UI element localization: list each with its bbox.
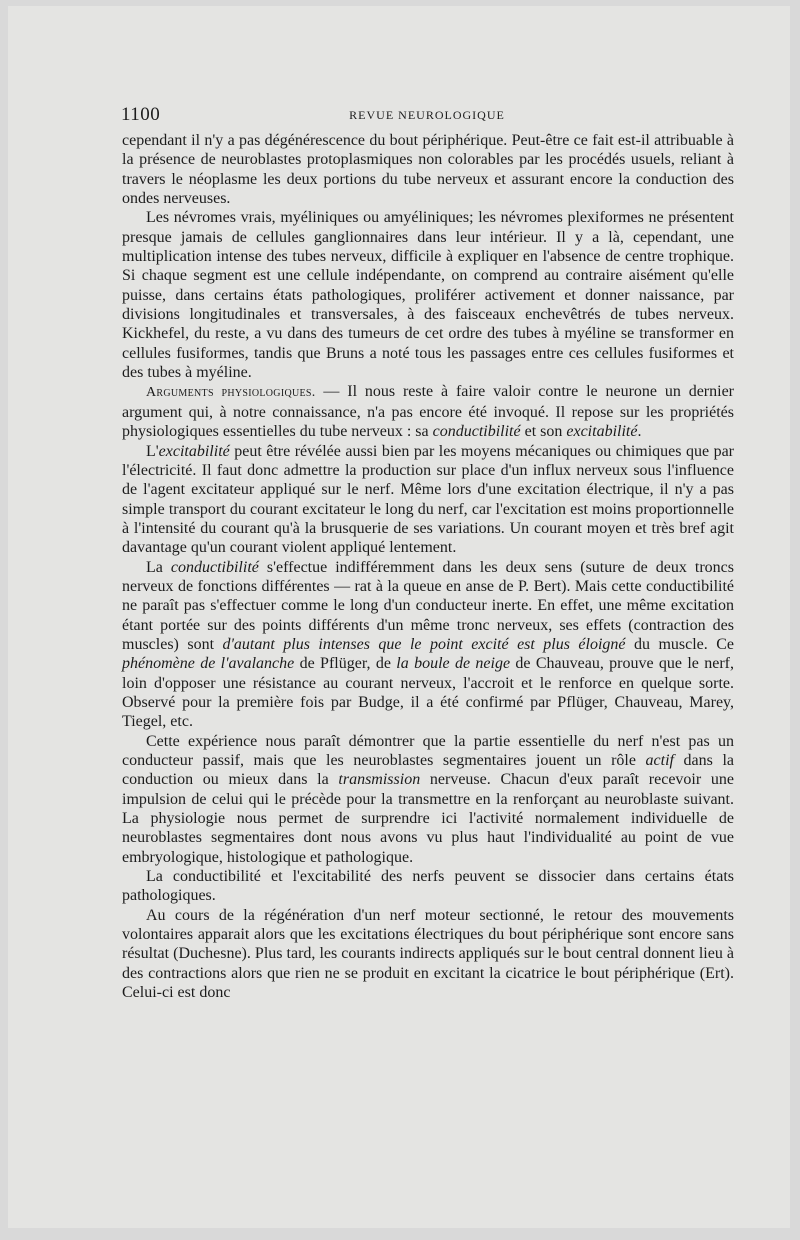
text-run: L' <box>146 442 159 460</box>
text-run: et son <box>520 423 567 441</box>
text-run: Au cours de la régénération d'un nerf moteur sectionné, le retour des mouvements volontaires apparait alors que les excitations électriques du bout périphérique sont encore sans résultat (Duchesne). Plus tard, les courants indirects appliqués sur le bout central donnent lieu à des contractions alors que rien ne se produit en excitant la cicatrice le bout périphérique (Ert). Celui-ci est donc <box>122 906 734 1002</box>
text-run: de Chauveau, prouve que le nerf, loin d'opposer une résistance au courant nerveux, l'accroit et le renforce en quelque sorte. Observé pour la première fois par Budge, il a été confirmé par Pflüger, Chauveau, Marey, Tiegel, etc. <box>122 655 735 731</box>
italic-text: actif <box>645 752 674 769</box>
text-run: du muscle. Ce <box>625 635 735 653</box>
text-run: dans la conduction ou mieux dans la <box>122 752 734 789</box>
text-run: La <box>146 558 171 576</box>
text-run: s'effectue indifféremment dans les deux sens (suture de deux troncs nerveux de fonctions différentes — rat à la queue en anse de P. Bert). Mais cette conductibilité ne paraît pas s'effectuer comme le long d'un conducteur inerte. En effet, une même excitation étant portée sur des points différents d'un même tronc nerveux, ses effets (contraction des muscles) sont <box>122 558 735 653</box>
paragraph <box>122 442 734 558</box>
page <box>8 6 790 1228</box>
paragraph <box>122 131 734 208</box>
page-header <box>121 104 733 128</box>
italic-text: d'autant plus intenses que le point excité est plus éloigné <box>222 635 626 653</box>
italic-text: phénomène de l'avalanche <box>122 655 295 673</box>
paragraph <box>122 382 734 441</box>
page-number: 1100 <box>121 104 161 125</box>
text-run: peut être révélée aussi bien par les moyens mécaniques ou chimiques que par l'électricité. Il faut donc admettre la production sur place d'un influx nerveux sous l'influence de l'agent excitateur appliqué sur le nerf. Même lors d'une excitation électrique, il n'y a pas simple transport du courant excitateur le long du nerf, car l'excitation est moins proportionnelle à l'intensité du courant qu'à la brusquerie de ses variations. Un courant moyen et très bref agit davantage qu'un courant violent appliqué lentement. <box>122 442 734 557</box>
running-title: REVUE NEUROLOGIQUE <box>349 108 505 122</box>
text-run: Les névromes vrais, myéliniques ou amyéliniques; les névromes plexiformes ne présentent presque jamais de cellules ganglionnaires dans leur intérieur. Il y a là, cependant, une multiplication intense des tubes nerveux, difficile à expliquer en l'absence de centre trophique. Si chaque segment est une cellule indépendante, on comprend au contraire aisément qu'elle puisse, dans certains états pathologiques, proliférer activement et donner naissance, par divisions longitudinales et transversales, à des faisceaux enchevêtrés de tubes nerveux. Kickhefel, du reste, a vu dans des tumeurs de cet ordre des tubes à myéline se transformer en cellules fusiformes, tandis que Bruns a noté tous les passages entre ces cellules fusiformes et des tubes à myéline. <box>122 209 734 382</box>
text-run: nerveuse. Chacun d'eux paraît recevoir une impulsion de celui qui le précède pour la transmettre en la renforçant au neuroblaste suivant. La physiologie nous permet de surprendre ici l'activité normalement individuelle de neuroblastes segmentaires dont nous avons vu plus haut l'individualité au point de vue embryologique, histologique et pathologique. <box>122 771 734 866</box>
italic-text: conductibilité <box>170 558 259 576</box>
text-run: de Pflüger, de <box>294 655 397 673</box>
small-caps-heading: Arguments physiologiques. <box>146 385 316 401</box>
paragraph <box>122 732 734 867</box>
text-run: Cette expérience nous paraît démontrer que la partie essentielle du nerf n'est pas un conducteur passif, mais que les neuroblastes segmentaires jouent un rôle <box>122 732 734 769</box>
text-run: . <box>637 423 642 441</box>
italic-text: excitabilité <box>158 442 230 460</box>
body-text <box>122 131 734 1002</box>
paragraph <box>122 558 734 732</box>
paragraph <box>122 906 734 1003</box>
italic-text: excitabilité <box>566 423 638 441</box>
paragraph <box>122 208 734 382</box>
text-run: La conductibilité et l'excitabilité des nerfs peuvent se dissocier dans certains états pathologiques. <box>122 868 734 905</box>
italic-text: transmission <box>338 771 421 789</box>
italic-text: la boule de neige <box>396 655 511 673</box>
italic-text: conductibilité <box>432 423 521 441</box>
text-run: cependant il n'y a pas dégénérescence du bout périphérique. Peut-être ce fait est-il attribuable à la présence de neuroblastes protoplasmiques non colorables par les procédés usuels, reliant à travers le néoplasme les deux portions du tube nerveux et assurant encore la conduction des ondes nerveuses. <box>122 132 734 208</box>
paragraph <box>122 867 734 906</box>
text-run: — Il nous reste à faire valoir contre le neurone un dernier argument qui, à notre connaissance, n'a pas encore été invoqué. Il repose sur les propriétés physiologiques essentielles du tube nerveux : sa <box>122 383 734 441</box>
